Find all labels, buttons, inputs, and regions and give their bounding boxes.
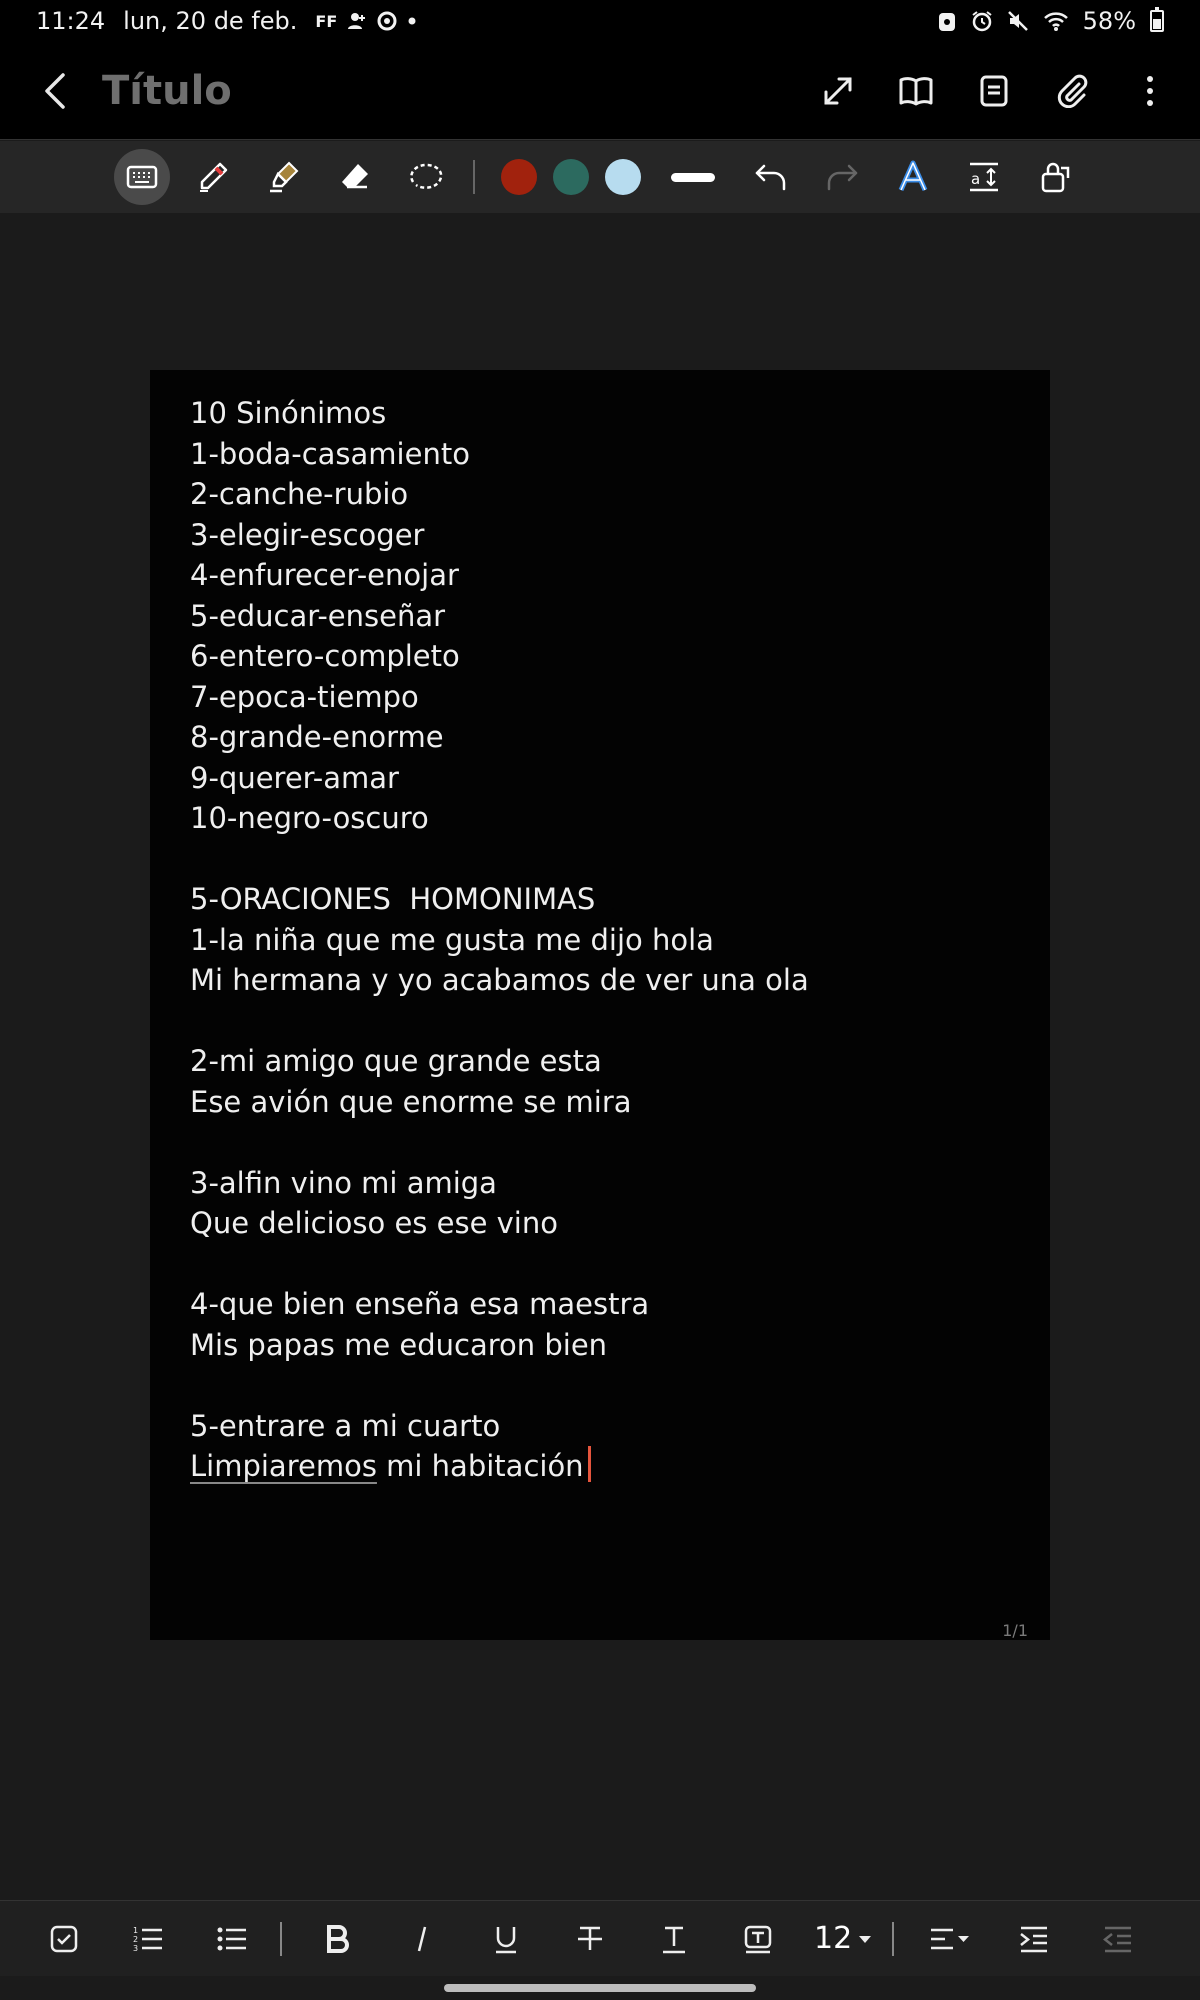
status-bar: [0, 0, 1200, 42]
page-indicator: 1/1: [1002, 1621, 1028, 1640]
more-options-button[interactable]: [1122, 63, 1178, 119]
lock-icon: [1039, 160, 1071, 194]
italic-button[interactable]: [394, 1911, 450, 1967]
book-icon: [898, 75, 934, 107]
text-color-icon: [660, 1924, 688, 1954]
bold-icon: [325, 1924, 351, 1954]
text-line: [190, 1122, 1010, 1163]
text-line: 3-elegir-escoger: [190, 517, 425, 552]
pen-thickness-button[interactable]: [671, 173, 715, 182]
numbered-list-button[interactable]: [120, 1911, 176, 1967]
text-box-icon: [743, 1924, 773, 1954]
page-settings-button[interactable]: [966, 63, 1022, 119]
svg-text:a: a: [971, 170, 981, 188]
text-line: 4-que bien enseña esa maestra: [190, 1287, 650, 1321]
eraser-tool[interactable]: [327, 149, 383, 205]
text-line: 2-canche-rubio: [190, 477, 409, 511]
checkbox-icon: [49, 1924, 79, 1954]
home-indicator[interactable]: [444, 1984, 756, 1992]
keyboard-icon: [126, 165, 158, 189]
alignment-dropdown[interactable]: [922, 1911, 978, 1967]
spellcheck-word[interactable]: Limpiaremos: [190, 1449, 377, 1483]
text-line: 10-negro-oscuro: [190, 801, 429, 835]
more-icon: [1145, 74, 1155, 108]
text-line: [190, 1244, 1010, 1285]
note-page[interactable]: [150, 370, 1050, 1640]
text-line: 1-la niña que me gusta me dijo hola: [190, 922, 714, 957]
numbered-list-icon: [132, 1924, 164, 1954]
text-highlight-button[interactable]: [730, 1911, 786, 1967]
font-size-dropdown[interactable]: [814, 1921, 872, 1956]
text-line: [190, 1365, 1010, 1406]
wifi-icon: [1043, 10, 1069, 32]
text-line: 6-entero-completo: [190, 639, 460, 673]
lasso-tool[interactable]: [398, 149, 454, 205]
lasso-icon: [407, 162, 445, 192]
format-divider: [892, 1922, 894, 1956]
battery-percent: 58%: [1082, 7, 1136, 35]
text-line: [190, 1001, 1010, 1042]
underline-icon: [493, 1924, 519, 1954]
chevron-down-icon: [858, 1934, 872, 1944]
color-swatch-teal[interactable]: [553, 159, 589, 195]
redo-icon: [825, 162, 859, 192]
lock-notification-icon: [937, 10, 957, 32]
expand-button[interactable]: [810, 63, 866, 119]
keyboard-tool[interactable]: [114, 149, 170, 205]
undo-icon: [754, 162, 788, 192]
toolbar-divider: [473, 160, 475, 194]
undo-button[interactable]: [743, 149, 799, 205]
text-cursor: [588, 1446, 591, 1482]
pen-icon: [196, 160, 230, 194]
text-line: Ese avión que enorme se mira: [190, 1084, 632, 1119]
bullet-list-icon: [216, 1924, 248, 1954]
text-style-button[interactable]: [885, 149, 941, 205]
text-line: 7-epoca-tiempo: [190, 679, 419, 714]
svg-text:2: 2: [133, 1934, 139, 1944]
status-date: lun, 20 de feb.: [123, 7, 298, 35]
checkbox-list-button[interactable]: [36, 1911, 92, 1967]
arrow-back-icon: [41, 71, 71, 111]
font-size-value: 12: [814, 1921, 853, 1956]
text-line: 9-querer-amar: [190, 760, 399, 795]
convert-text-icon: [967, 160, 1001, 194]
formatting-toolbar: [0, 1900, 1200, 1976]
text-line: Mi hermana y yo acabamos de ver una ola: [190, 963, 809, 997]
underline-button[interactable]: [478, 1911, 534, 1967]
attach-button[interactable]: [1044, 63, 1100, 119]
format-divider: [280, 1922, 282, 1956]
strikethrough-button[interactable]: [562, 1911, 618, 1967]
text-line: 8-grande-enorme: [190, 720, 444, 754]
person-icon: [347, 11, 367, 31]
back-button[interactable]: [30, 65, 82, 117]
bold-button[interactable]: [310, 1911, 366, 1967]
italic-icon: [412, 1924, 432, 1954]
indent-icon: [1019, 1924, 1049, 1954]
alarm-icon: [971, 10, 993, 32]
text-color-button[interactable]: [646, 1911, 702, 1967]
text-line: 1-boda-casamiento: [190, 436, 470, 471]
text-line: Que delicioso es ese vino: [190, 1206, 558, 1240]
svg-text:3: 3: [133, 1943, 139, 1953]
text-line: 5-educar-enseñar: [190, 598, 446, 633]
bullet-list-button[interactable]: [204, 1911, 260, 1967]
note-title-field[interactable]: Título: [102, 67, 232, 114]
battery-icon: [1150, 10, 1164, 32]
outdent-icon: [1103, 1924, 1133, 1954]
eraser-icon: [338, 160, 372, 194]
highlighter-icon: [267, 160, 301, 194]
strikethrough-icon: [576, 1924, 604, 1954]
text-line: 5-ORACIONES HOMONIMAS: [190, 882, 596, 916]
text-style-icon: [897, 160, 929, 194]
title-bar: [0, 42, 1200, 140]
text-line: [190, 1446, 1010, 1487]
text-to-handwriting-button[interactable]: [956, 149, 1012, 205]
app-badge: FF: [315, 11, 338, 31]
text-line: [190, 839, 1010, 880]
text-fragment: mi habitación: [376, 1449, 584, 1483]
pen-toolbar: [0, 141, 1200, 213]
color-swatch-red[interactable]: [501, 159, 537, 195]
dot-icon: [407, 16, 417, 26]
chrome-icon: [377, 11, 397, 31]
redo-button[interactable]: [814, 149, 870, 205]
pen-tool[interactable]: [185, 149, 241, 205]
outdent-button[interactable]: [1090, 1911, 1146, 1967]
text-line: 4-enfurecer-enojar: [190, 558, 459, 592]
indent-button[interactable]: [1006, 1911, 1062, 1967]
note-body-text[interactable]: [190, 393, 1010, 1487]
text-line: 5-entrare a mi cuarto: [190, 1408, 501, 1443]
expand-icon: [821, 74, 855, 108]
text-line: 3-alfin vino mi amiga: [190, 1165, 497, 1200]
highlighter-tool[interactable]: [256, 149, 312, 205]
text-line: 10 Sinónimos: [190, 396, 387, 430]
text-line: Mis papas me educaron bien: [190, 1327, 608, 1362]
mute-icon: [1007, 10, 1029, 32]
text-line: 2-mi amigo que grande esta: [190, 1044, 602, 1078]
color-swatch-light-blue[interactable]: [605, 159, 641, 195]
page-icon: [979, 74, 1009, 108]
svg-text:1: 1: [133, 1925, 139, 1935]
attach-icon: [1055, 74, 1089, 108]
align-left-icon: [929, 1924, 971, 1954]
reading-mode-button[interactable]: [888, 63, 944, 119]
lock-button[interactable]: [1027, 149, 1083, 205]
status-time: 11:24: [36, 7, 106, 35]
